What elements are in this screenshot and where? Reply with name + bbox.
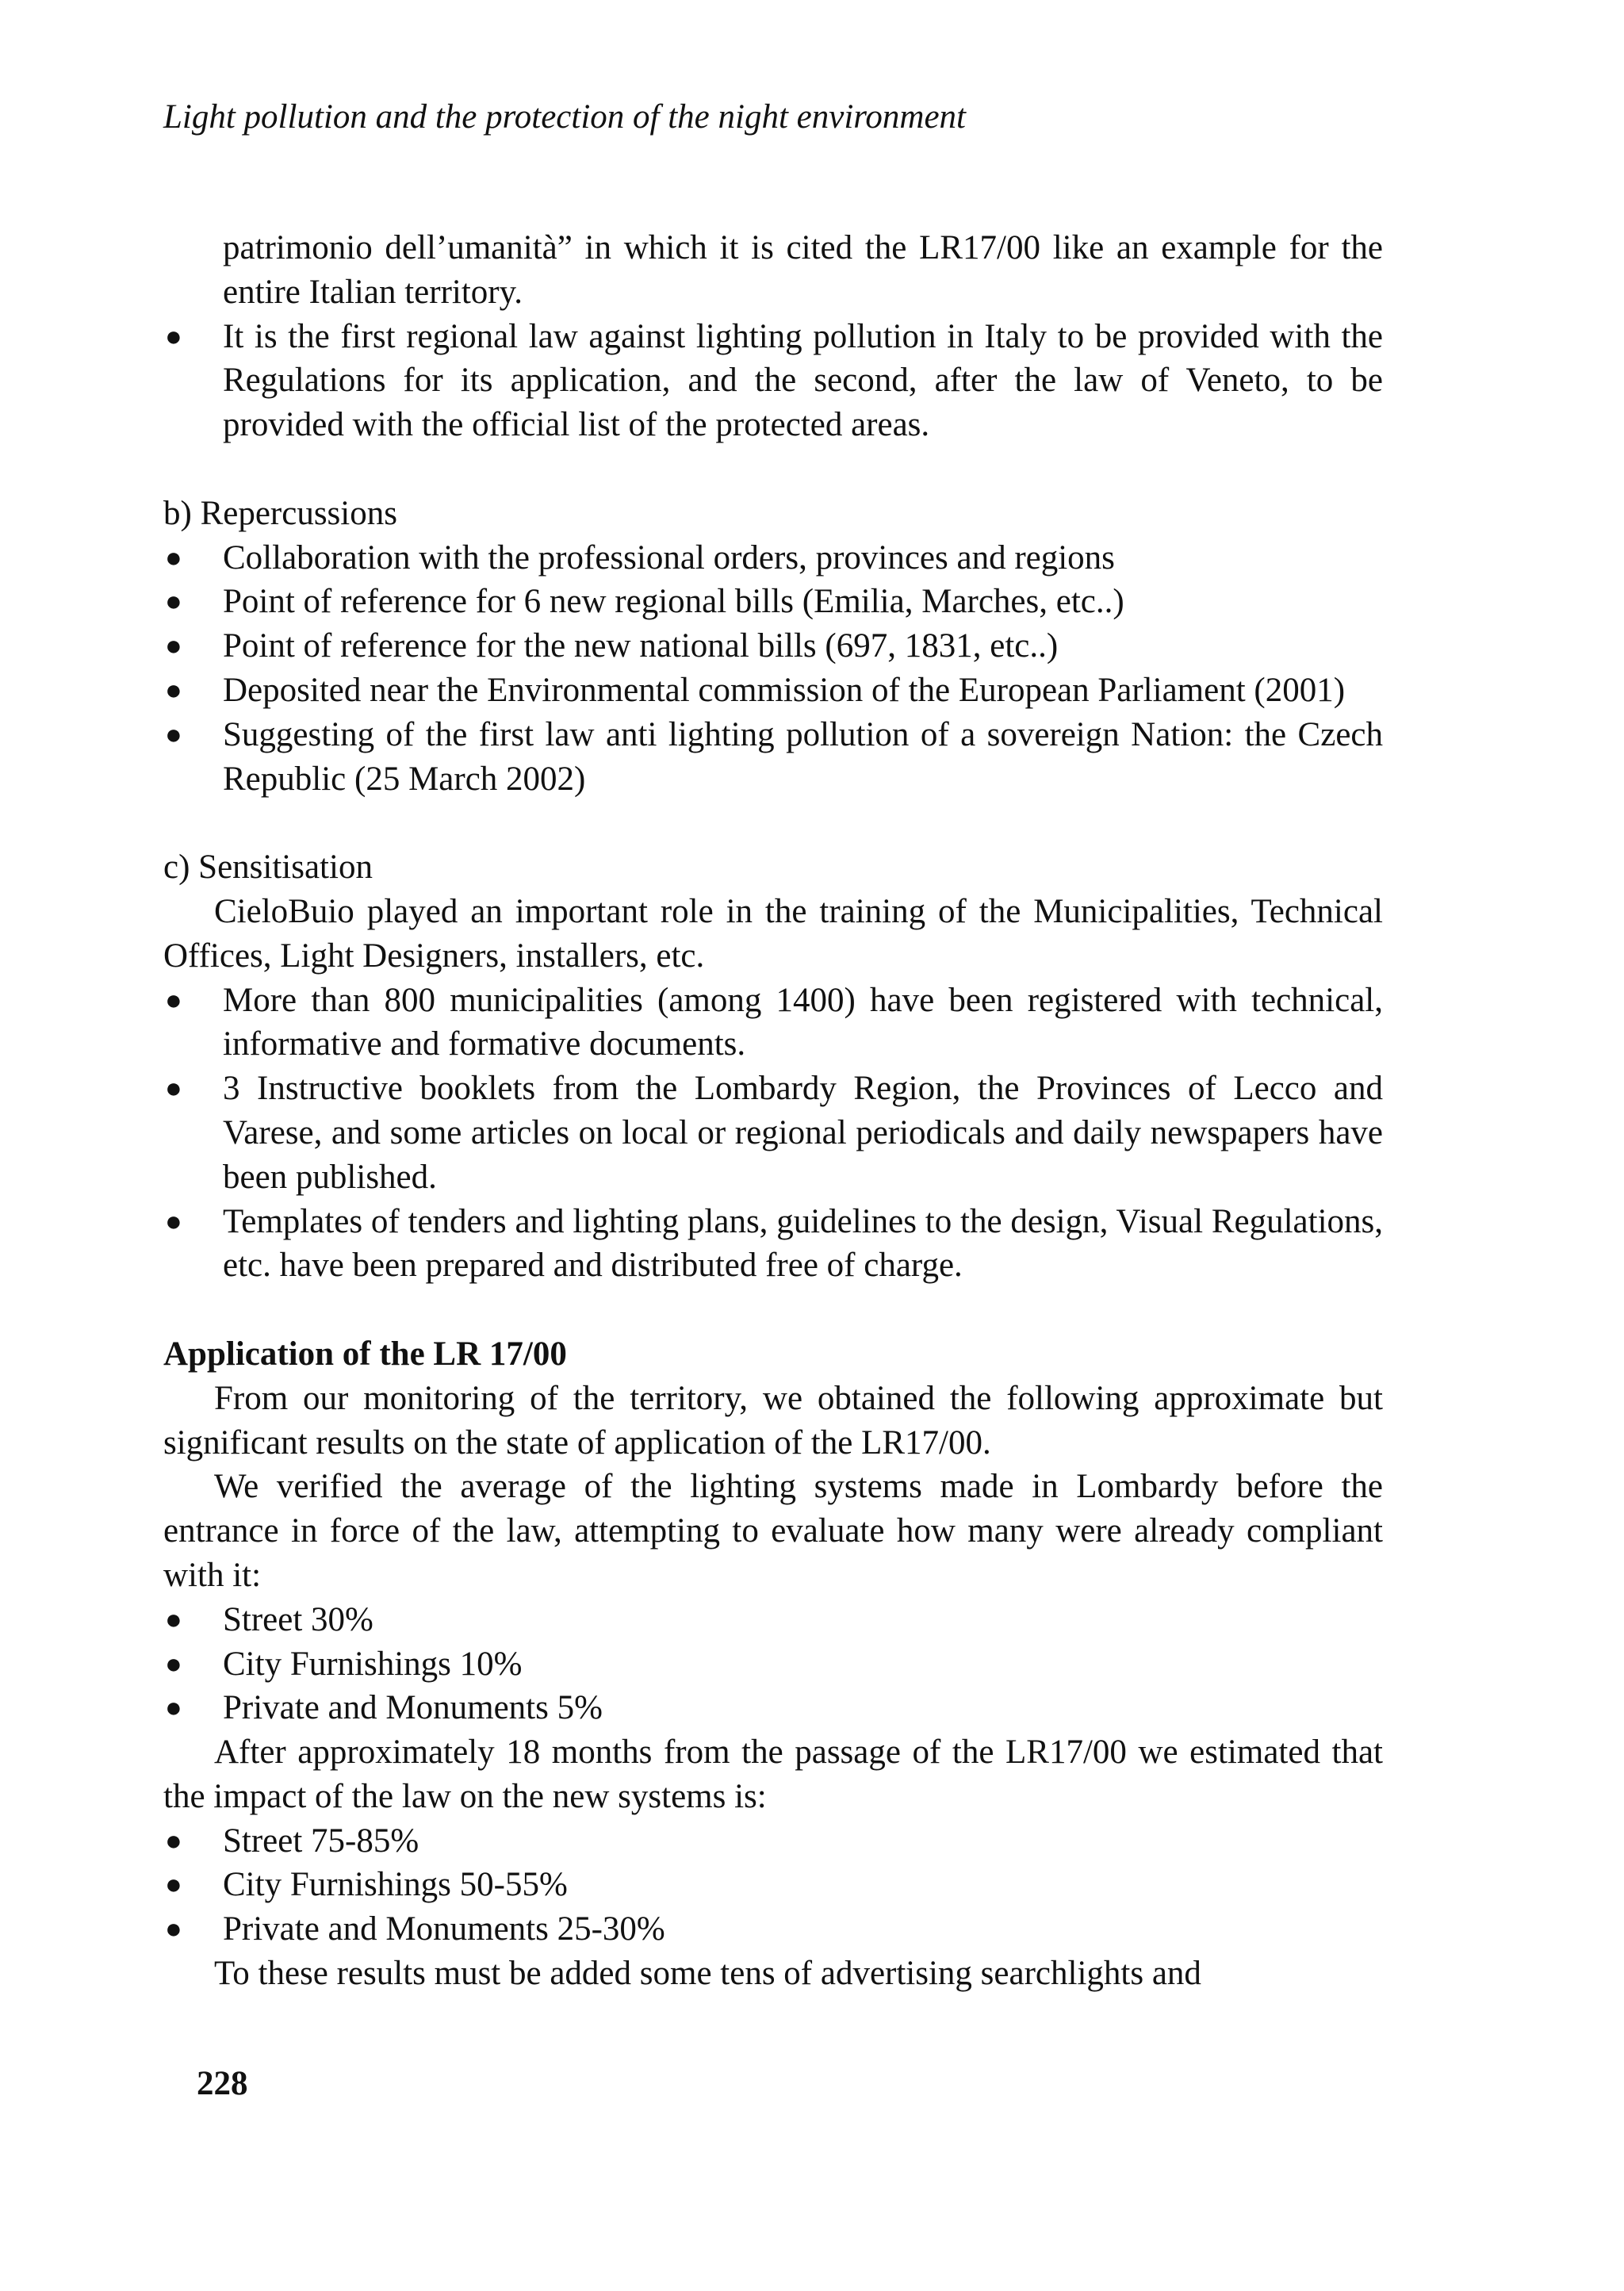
application-paragraph-4: To these results must be added some tens of advertising searchlights and [214,1955,1201,1993]
list-item [163,1067,1383,1199]
list-item-text: Point of reference for 6 new regional bills (Emilia, Marches, etc..) [223,583,1124,621]
bullet-icon: ● [165,541,182,573]
sensitisation-list [163,979,1383,1289]
list-item [163,713,1383,802]
repercussions-list [163,536,1383,802]
list-item-text: Street 75-85% [223,1822,419,1860]
application-paragraph-1: From our monitoring of the territory, we obtained the following approximate but significant results on the state of application of the LR17/00. [163,1379,1383,1462]
sensitisation-paragraph: CieloBuio played an important role in the training of the Municipalities, Technical Offices, Light Designers, installers, etc. [163,892,1383,975]
list-item-text: It is the first regional law against lighting pollution in Italy to be provided with the Regulations for its application, and the second, after the law of Veneto, to be provided with the official list of the protected areas. [223,317,1383,444]
list-item [163,1863,1383,1907]
bullet-icon: ● [165,673,182,706]
running-head: Light pollution and the protection of the night environment [163,98,966,136]
bullet-icon: ● [165,1913,182,1945]
list-item [163,624,1383,669]
list-item [163,1642,1383,1687]
section-title-sensitisation: c) Sensitisation [163,849,373,887]
bullet-icon: ● [165,1205,182,1237]
list-item [163,979,1383,1067]
list-item [163,1598,1383,1642]
bullet-icon: ● [165,630,182,662]
bullet-icon: ● [165,1647,182,1680]
application-paragraph-3: After approximately 18 months from the passage of the LR17/00 we estimated that the impact of the law on the new systems is: [163,1734,1383,1815]
list-item-text: Collaboration with the professional orders, provinces and regions [223,538,1115,577]
body-text [163,226,1383,1996]
list-item-text: Templates of tenders and lighting plans, guidelines to the design, Visual Regulations, etc. have been prepared and distributed free of charge. [223,1202,1383,1285]
bullet-icon: ● [165,320,182,352]
before-law-list [163,1598,1383,1730]
list-item-text: Street 30% [223,1600,373,1638]
after-law-list [163,1819,1383,1952]
intro-continuation: patrimonio dell’umanità” in which it is cited the LR17/00 like an example for the entire Italian territory. [223,229,1383,311]
list-item-text: City Furnishings 50-55% [223,1866,568,1904]
bullet-icon: ● [165,983,182,1016]
list-item [163,1907,1383,1952]
application-paragraph-2: We verified the average of the lighting systems made in Lombardy before the entrance in force of the law, attempting to evaluate how many were already compliant with it: [163,1468,1383,1594]
intro-bullet-list [163,315,1383,447]
list-item [163,536,1383,580]
bullet-icon: ● [165,1824,182,1856]
list-item-text: Private and Monuments 25-30% [223,1910,665,1948]
list-item-text: Point of reference for the new national bills (697, 1831, etc..) [223,627,1059,665]
section-title-repercussions: b) Repercussions [163,494,397,532]
list-item [163,1200,1383,1289]
bullet-icon: ● [165,718,182,750]
page-number: 228 [197,2065,248,2102]
list-item-text: City Furnishings 10% [223,1645,523,1683]
paragraph-gap [163,447,1383,492]
bullet-icon: ● [165,1691,182,1724]
list-item-text: Deposited near the Environmental commission of the European Parliament (2001) [223,671,1346,709]
section-heading-application: Application of the LR 17/00 [163,1335,567,1373]
list-item-text: Private and Monuments 5% [223,1689,603,1727]
list-item [163,315,1383,447]
bullet-icon: ● [165,1868,182,1901]
list-item [163,1686,1383,1730]
paragraph-gap [163,1288,1383,1332]
list-item [163,669,1383,713]
bullet-icon: ● [165,1072,182,1105]
paragraph-gap [163,801,1383,845]
bullet-icon: ● [165,1603,182,1635]
list-item-text: More than 800 municipalities (among 1400) have been registered with technical, informative and formative documents. [223,981,1383,1063]
list-item [163,580,1383,624]
bullet-icon: ● [165,585,182,618]
list-item-text: Suggesting of the first law anti lighting pollution of a sovereign Nation: the Czech Republic (25 March 2002) [223,715,1383,798]
list-item [163,1819,1383,1864]
list-item-text: 3 Instructive booklets from the Lombardy Region, the Provinces of Lecco and Varese, and some articles on local or regional periodicals and daily newspapers have been published. [223,1070,1383,1196]
